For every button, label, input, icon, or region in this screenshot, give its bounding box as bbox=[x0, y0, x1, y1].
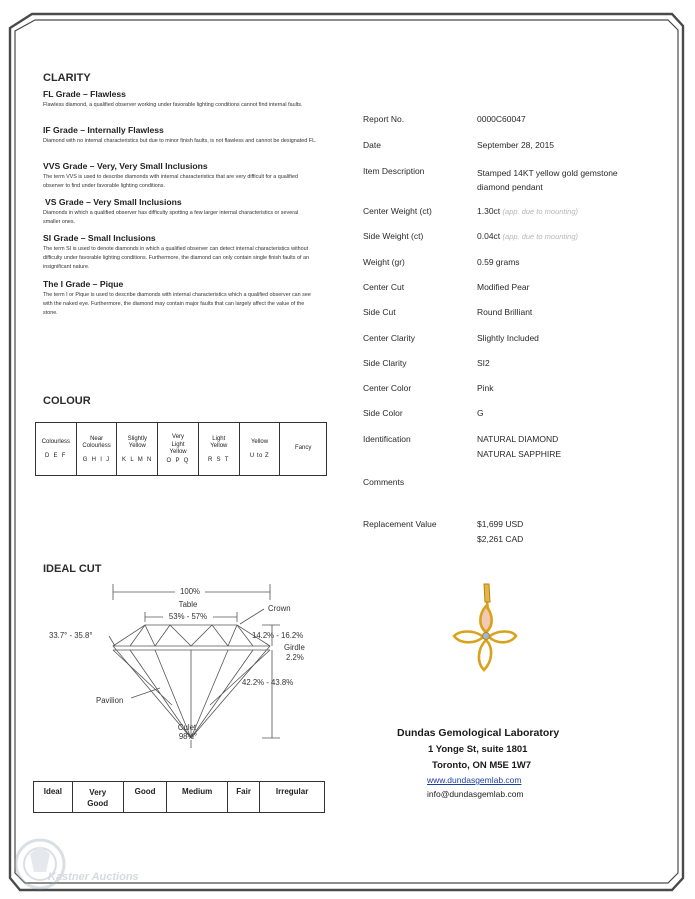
watermark-logo bbox=[8, 832, 139, 896]
item-description-label: Item Description bbox=[363, 166, 425, 176]
crown-leader bbox=[240, 609, 264, 624]
center-clarity-label: Center Clarity bbox=[363, 333, 415, 343]
crown-height-label: 14.2% - 16.2% bbox=[252, 631, 304, 640]
cut-grade-good: Good bbox=[123, 782, 167, 813]
report-no-label: Report No. bbox=[363, 114, 405, 124]
comments-label: Comments bbox=[363, 477, 405, 487]
clarity-desc-vvs: The term VVS is used to describe diamonds with internal characteristics that are very difficult for a qualified observer to find under favorable lighting conditions. bbox=[43, 174, 298, 189]
colour-title: COLOUR bbox=[43, 395, 91, 407]
cut-grade-very-good: Very Good bbox=[72, 782, 123, 813]
cut-grade-medium: Medium bbox=[167, 782, 228, 813]
ideal-cut-title: IDEAL CUT bbox=[43, 563, 102, 575]
colour-cell-colourless: Colourless D E F bbox=[36, 423, 77, 476]
table-label: Table bbox=[178, 600, 198, 609]
side-clarity-value: SI2 bbox=[477, 358, 490, 368]
side-cut-value: Round Brilliant bbox=[477, 307, 533, 317]
replacement-value-label: Replacement Value bbox=[363, 519, 437, 529]
side-weight-label: Side Weight (ct) bbox=[363, 231, 424, 241]
side-clarity-label: Side Clarity bbox=[363, 358, 407, 368]
center-clarity-value: Slightly Included bbox=[477, 333, 539, 343]
pendant-photo bbox=[440, 580, 520, 680]
clarity-desc-fl: Flawless diamond, a qualified observer working under favorable lighting conditions cannot find internal faults. bbox=[43, 102, 303, 108]
girdle-value-label: 2.2% bbox=[286, 653, 304, 662]
identification-value-2: NATURAL SAPPHIRE bbox=[477, 449, 562, 459]
side-cut-label: Side Cut bbox=[363, 307, 396, 317]
colour-cell-very-light-yellow: Very Light Yellow O P Q bbox=[158, 423, 199, 476]
pavilion-label: Pavilion bbox=[96, 696, 124, 705]
center-weight-value: 1.30ct (app. due to mounting) bbox=[477, 206, 578, 216]
colour-cell-light-yellow: Light Yellow R S T bbox=[198, 423, 239, 476]
center-color-value: Pink bbox=[477, 383, 494, 393]
lab-email[interactable]: info@dundasgemlab.com bbox=[427, 789, 524, 799]
clarity-grade-fl: FL Grade – Flawless bbox=[43, 89, 126, 99]
lab-address-line1: 1 Yonge St, suite 1801 bbox=[428, 744, 528, 755]
center-cut-value: Modified Pear bbox=[477, 282, 530, 292]
clarity-desc-vs: Diamonds in which a qualified observer has difficulty spotting a few larger internal characteristics or several smaller ones. bbox=[43, 210, 299, 225]
replacement-value-usd: $1,699 USD bbox=[477, 519, 524, 529]
clarity-title: CLARITY bbox=[43, 72, 91, 84]
total-width-label: 100% bbox=[180, 587, 200, 596]
clarity-desc-i: The term I or Pique is used to describe diamonds with internal characteristics which a qualified observer can see with the naked eye. Furthermore, the diamond may contain major faults that can largely affect the value of the stone. bbox=[43, 292, 311, 316]
pavilion-depth-label: 42.2% - 43.8% bbox=[242, 678, 294, 687]
culet-label: Culet bbox=[177, 723, 197, 732]
cut-grade-irregular: Irregular bbox=[260, 782, 325, 813]
identification-value-1: NATURAL DIAMOND bbox=[477, 434, 559, 444]
cut-grade-ideal: Ideal bbox=[34, 782, 73, 813]
crown-angle-label: 33.7° - 35.8° bbox=[49, 631, 93, 640]
clarity-grade-vvs: VVS Grade – Very, Very Small Inclusions bbox=[43, 161, 208, 171]
side-weight-value: 0.04ct (app. due to mounting) bbox=[477, 231, 578, 241]
date-value: September 28, 2015 bbox=[477, 140, 555, 150]
cut-grade-fair: Fair bbox=[227, 782, 259, 813]
side-color-value: G bbox=[477, 408, 484, 418]
cut-grade-table bbox=[33, 781, 325, 813]
crown-facets bbox=[130, 625, 253, 646]
colour-cell-slightly-yellow: Slightly Yellow K L M N bbox=[117, 423, 158, 476]
table-range-label: 53% - 57% bbox=[168, 612, 208, 621]
clarity-desc-if: Diamond with no internal characteristics but due to minor finish faults, is not flawless and cannot be designated FL. bbox=[43, 138, 317, 144]
center-color-label: Center Color bbox=[363, 383, 412, 393]
center-weight-label: Center Weight (ct) bbox=[363, 206, 432, 216]
center-cut-label: Center Cut bbox=[363, 282, 405, 292]
colour-cell-near-colourless: Near Colourless G H I J bbox=[76, 423, 117, 476]
date-label: Date bbox=[363, 140, 381, 150]
clarity-grade-if: IF Grade – Internally Flawless bbox=[43, 125, 164, 135]
item-description-value: Stamped 14KT yellow gold gemstone diamond pendant bbox=[477, 168, 618, 192]
report-no-value: 0000C60047 bbox=[477, 114, 526, 124]
lab-name: Dundas Gemological Laboratory bbox=[397, 727, 560, 739]
replacement-value-cad: $2,261 CAD bbox=[477, 534, 524, 544]
crown-angle-arc bbox=[109, 636, 115, 646]
culet-value-label: 98½° bbox=[178, 732, 198, 741]
lab-website-link[interactable]: www.dundasgemlab.com bbox=[427, 775, 522, 785]
svg-text:Kastner Auctions: Kastner Auctions bbox=[48, 871, 139, 883]
clarity-grade-si: SI Grade – Small Inclusions bbox=[43, 233, 156, 243]
colour-cell-fancy: Fancy bbox=[280, 423, 327, 476]
side-color-label: Side Color bbox=[363, 408, 403, 418]
clarity-grade-vs: VS Grade – Very Small Inclusions bbox=[45, 197, 182, 207]
weight-gr-label: Weight (gr) bbox=[363, 257, 405, 267]
clarity-grade-i: The I Grade – Pique bbox=[43, 279, 124, 289]
identification-label: Identification bbox=[363, 434, 411, 444]
girdle-label: Girdle bbox=[284, 643, 305, 652]
crown-label: Crown bbox=[268, 604, 291, 613]
colour-cell-yellow: Yellow U to Z bbox=[239, 423, 280, 476]
weight-gr-value: 0.59 grams bbox=[477, 257, 520, 267]
lab-address-line2: Toronto, ON M5E 1W7 bbox=[432, 760, 532, 771]
clarity-desc-si: The term SI is used to denote diamonds in which a qualified observer can detect internal characteristics without difficulty under favorable lighting conditions. Furthermore, the diamond can only contain single finish faults of an insignificant nature. bbox=[43, 246, 309, 270]
